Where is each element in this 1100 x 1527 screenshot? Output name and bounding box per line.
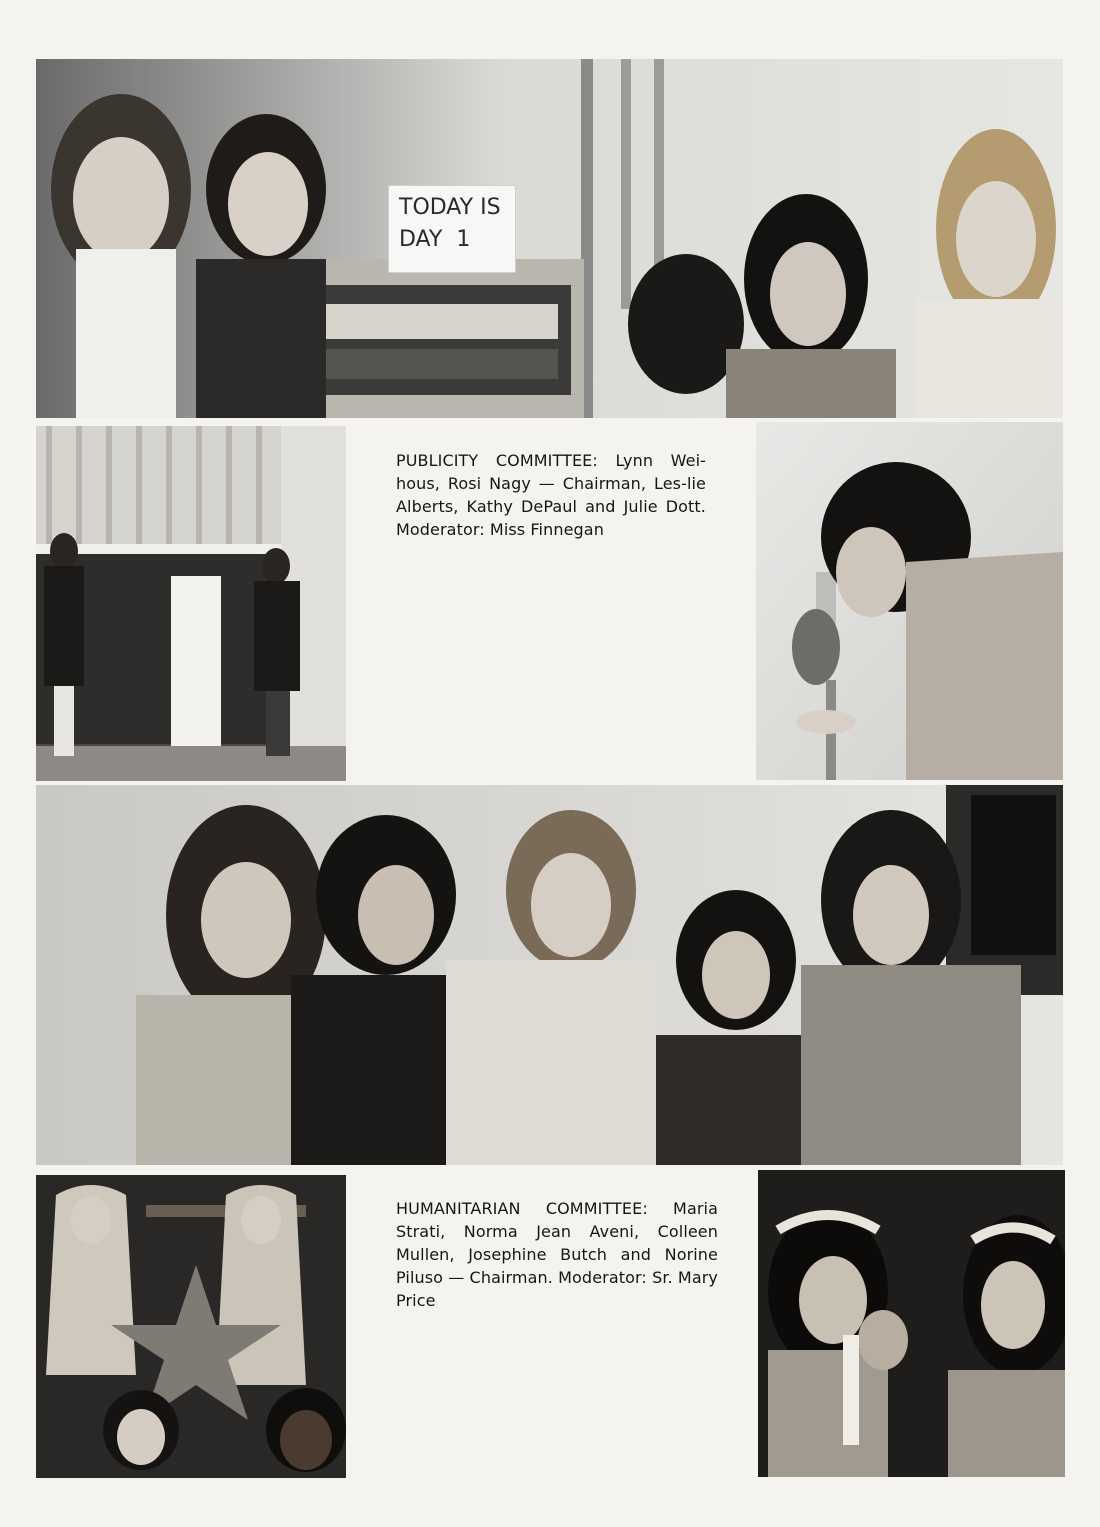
sign-line-1: TODAY IS — [399, 195, 501, 220]
caption-publicity-committee: PUBLICITY COMMITTEE: Lynn Wei-hous, Rosi Nagy — Chairman, Les-lie Alberts, Kathy DePaul and Julie Dott. Moderator: Miss Finnegan — [396, 451, 706, 539]
photo-nativity-image — [36, 1175, 346, 1478]
photo-crowned-image — [758, 1170, 1065, 1477]
photo-radio-room-group — [36, 59, 1063, 418]
photo-crowned-girls — [758, 1170, 1065, 1477]
photo-microphone-girl — [756, 422, 1063, 780]
photo-microphone-image — [756, 422, 1063, 780]
photo-group-image — [36, 785, 1063, 1165]
today-is-day-sign — [388, 185, 516, 273]
photo-nativity-pageant — [36, 1175, 346, 1478]
caption-humanitarian-committee: HUMANITARIAN COMMITTEE: Maria Strati, Norma Jean Aveni, Colleen Mullen, Josephine Butch and Norine Piluso — Chairman. Moderator: Sr. Mary Price — [396, 1199, 718, 1310]
photo-radio-room-image — [36, 59, 1063, 418]
photo-stage-scene — [36, 426, 346, 781]
photo-stage-image — [36, 426, 346, 781]
photo-humanitarian-group — [36, 785, 1063, 1165]
sign-line-2: DAY 1 — [399, 227, 471, 252]
